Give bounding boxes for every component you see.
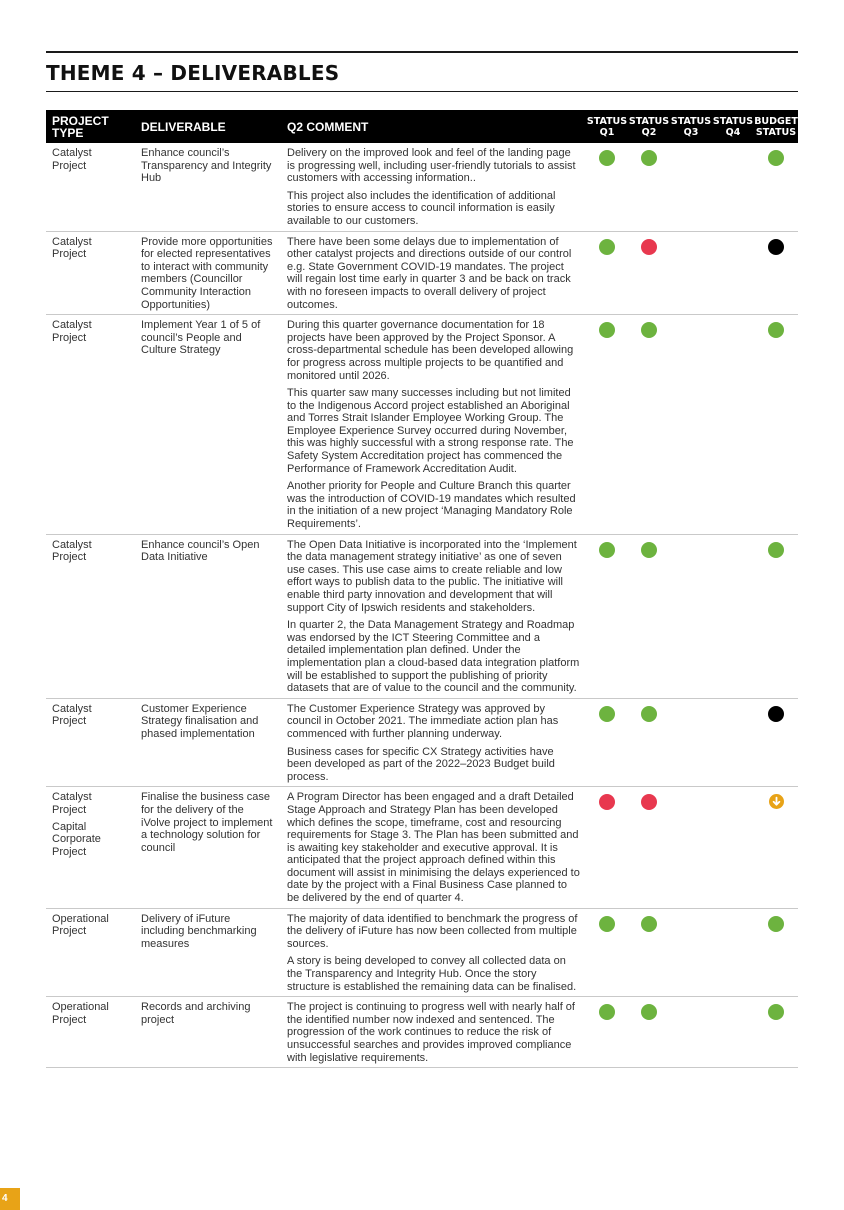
header-status-q3: STATUS Q3: [670, 110, 712, 143]
page-number: 4: [0, 1188, 20, 1210]
status-q2-green-indicator: [641, 150, 657, 166]
header-deliverable: DELIVERABLE: [135, 110, 281, 143]
status-q4-cell: [712, 534, 754, 698]
status-q2-cell: [628, 534, 670, 698]
deliverable-cell: Enhance council’s Transparency and Integrity Hub: [135, 143, 281, 231]
header-q2-comment: Q2 COMMENT: [281, 110, 586, 143]
arrow-down-circle-icon: [769, 794, 784, 809]
status-q1-cell: [586, 787, 628, 908]
project-type: Catalyst Project: [52, 702, 92, 728]
comment-paragraph: This quarter saw many successes including but not limited to the Indigenous Accord project established an Aboriginal and Torres Strait Islander Employee Working Group. The Employee Experience Survey occurred during November, this was highly successful with a strong response rate. The Safety System Accreditation project has commenced the Performance of Framework Accreditation Audit.: [287, 387, 574, 475]
q2-comment-cell: [281, 787, 586, 908]
project-type-cell: [46, 143, 135, 231]
status-q1-cell: [586, 997, 628, 1068]
status-budget-cell: [754, 997, 798, 1068]
project-type-cell: [46, 908, 135, 997]
table-row: [46, 534, 798, 698]
status-q2-cell: [628, 997, 670, 1068]
project-type-cell: [46, 231, 135, 315]
status-q3-cell: [670, 231, 712, 315]
status-budget-cell: [754, 534, 798, 698]
project-type: Catalyst Project: [52, 791, 92, 816]
header-status-q1: STATUS Q1: [586, 110, 628, 143]
status-q1-cell: [586, 698, 628, 787]
status-q4-cell: [712, 231, 754, 315]
header-project-type: PROJECT TYPE: [46, 110, 135, 143]
status-q1-green-indicator: [599, 1004, 615, 1020]
project-type: Operational Project: [52, 1001, 109, 1026]
status-q1-red-indicator: [599, 794, 615, 810]
deliverable-cell: Enhance council’s Open Data Initiative: [135, 534, 281, 698]
project-type-cell: [46, 698, 135, 787]
status-q1-green-indicator: [599, 542, 615, 558]
q2-comment-cell: [281, 698, 586, 787]
top-rule: [46, 51, 798, 53]
status-budget-cell: [754, 231, 798, 315]
table-header-row: [46, 110, 798, 143]
status-budget-cell: [754, 315, 798, 535]
status-q1-cell: [586, 908, 628, 997]
table-row: [46, 315, 798, 535]
status-q2-green-indicator: [641, 706, 657, 722]
status-q3-cell: [670, 143, 712, 231]
deliverable-cell: Implement Year 1 of 5 of council’s People and Culture Strategy: [135, 315, 281, 535]
deliverable-cell: Customer Experience Strategy finalisation and phased implementation: [135, 698, 281, 787]
status-q2-cell: [628, 315, 670, 535]
deliverables-table: [46, 110, 798, 1068]
header-budget-status: BUDGET STATUS: [754, 110, 798, 143]
comment-paragraph: The Customer Experience Strategy was approved by council in October 2021. The immediate action plan has commenced with further planning underway.: [287, 702, 559, 740]
status-q4-cell: [712, 315, 754, 535]
status-q2-green-indicator: [641, 916, 657, 932]
status-q1-cell: [586, 315, 628, 535]
table-row: [46, 787, 798, 908]
header-status-q4: STATUS Q4: [712, 110, 754, 143]
title-rule: [46, 91, 798, 92]
table-row: [46, 908, 798, 997]
comment-paragraph: A Program Director has been engaged and a draft Detailed Stage Approach and Strategy Plan has been developed which defines the scope, timeframe, cost and resourcing requirements for Stage 3. The Plan has been submitted and is awaiting key stakeholder and executive approval. It is anticipated that the project approach defined within this document will assist in minimising the delays experienced to date by the project with a Final Business Case planned to be delivered by the end of quarter 4.: [287, 791, 580, 905]
comment-paragraph: Delivery on the improved look and feel of the landing page is progressing well, including user-friendly tutorials to assist customers with accessing information..: [287, 147, 576, 185]
q2-comment-cell: [281, 143, 586, 231]
status-budget-cell: [754, 908, 798, 997]
status-q3-cell: [670, 315, 712, 535]
status-budget-green-indicator: [768, 542, 784, 558]
status-q1-green-indicator: [599, 706, 615, 722]
status-q2-red-indicator: [641, 239, 657, 255]
table-row: [46, 698, 798, 787]
status-q4-cell: [712, 997, 754, 1068]
comment-paragraph: The project is continuing to progress well with nearly half of the identified number now indexed and sentenced. The progression of the work continues to reduce the risk of unsuccessful searches and provides improved compliance with legislative requirements.: [287, 1001, 575, 1064]
comment-paragraph: The Open Data Initiative is incorporated into the ‘Implement the data management strategy initiative’ as one of seven use cases. This use case aims to create reliable and low effort ways to publish data to the public. The initiative will enable third party innovation and development that will support City of Ipswich residents and stakeholders.: [287, 538, 577, 614]
q2-comment-cell: [281, 908, 586, 997]
status-q4-cell: [712, 143, 754, 231]
q2-comment-cell: [281, 315, 586, 535]
comment-paragraph: This project also includes the identification of additional stories to ensure access to council information is easily available to our customers.: [287, 189, 556, 227]
status-q1-green-indicator: [599, 916, 615, 932]
status-budget-cell: [754, 787, 798, 908]
status-q1-cell: [586, 143, 628, 231]
comment-paragraph: In quarter 2, the Data Management Strategy and Roadmap was endorsed by the ICT Steering Committee and a detailed implementation plan defined. Under the implementation plan a cloud-based data integration platform will be established to support the publishing of priority datasets that are of value to the council and the community.: [287, 619, 580, 695]
table-row: [46, 143, 798, 231]
page-title: THEME 4 – DELIVERABLES: [46, 61, 340, 85]
project-type: Catalyst Project: [52, 147, 92, 172]
project-type: Catalyst Project: [52, 235, 92, 261]
deliverable-cell: Records and archiving project: [135, 997, 281, 1068]
status-q2-cell: [628, 908, 670, 997]
status-q2-green-indicator: [641, 322, 657, 338]
status-q4-cell: [712, 787, 754, 908]
status-q1-green-indicator: [599, 239, 615, 255]
table-row: [46, 231, 798, 315]
status-budget-black-indicator: [768, 239, 784, 255]
project-type-cell: [46, 787, 135, 908]
deliverable-cell: Provide more opportunities for elected representatives to interact with community members (Councillor Community Interaction Opportunities): [135, 231, 281, 315]
deliverable-cell: Finalise the business case for the delivery of the iVolve project to implement a technology solution for council: [135, 787, 281, 908]
project-type-cell: [46, 315, 135, 535]
deliverable-cell: Delivery of iFuture including benchmarking measures: [135, 908, 281, 997]
status-q1-green-indicator: [599, 150, 615, 166]
status-budget-cell: [754, 143, 798, 231]
comment-paragraph: During this quarter governance documentation for 18 projects have been approved by the Project Sponsor. A cross-departmental schedule has been developed allowing for progress across multiple projects to be quantified and monitored until 2026.: [287, 319, 574, 382]
status-q1-cell: [586, 534, 628, 698]
q2-comment-cell: [281, 534, 586, 698]
comment-paragraph: There have been some delays due to implementation of other catalyst projects and directions outside of our control e.g. State Government COVID-19 mandates. The project will regain lost time early in quarter 3 and be back on track with no foreseen impacts to overall delivery of project outcomes.: [287, 235, 572, 311]
status-q3-cell: [670, 534, 712, 698]
status-q2-green-indicator: [641, 1004, 657, 1020]
status-budget-black-indicator: [768, 706, 784, 722]
status-q1-cell: [586, 231, 628, 315]
status-budget-green-indicator: [768, 322, 784, 338]
project-type: Catalyst Project: [52, 538, 92, 564]
status-q2-red-indicator: [641, 794, 657, 810]
project-type-cell: [46, 997, 135, 1068]
comment-paragraph: The majority of data identified to benchmark the progress of the delivery of iFuture has now been collected from multiple sources.: [287, 912, 578, 950]
status-q3-cell: [670, 997, 712, 1068]
status-q2-cell: [628, 231, 670, 315]
status-q4-cell: [712, 698, 754, 787]
status-q3-cell: [670, 787, 712, 908]
status-q2-green-indicator: [641, 542, 657, 558]
comment-paragraph: Business cases for specific CX Strategy activities have been developed as part of the 2022–2023 Budget build process.: [287, 745, 555, 783]
project-type: Capital Corporate Project: [52, 820, 101, 858]
q2-comment-cell: [281, 231, 586, 315]
status-budget-green-indicator: [768, 1004, 784, 1020]
status-budget-green-indicator: [768, 916, 784, 932]
project-type: Catalyst Project: [52, 319, 92, 344]
project-type: Operational Project: [52, 912, 109, 938]
status-q4-cell: [712, 908, 754, 997]
comment-paragraph: Another priority for People and Culture Branch this quarter was the introduction of COVID-19 mandates which resulted in the initiation of a new project ‘Managing Mandatory Role Requirements’.: [287, 480, 576, 531]
status-q2-cell: [628, 143, 670, 231]
status-q2-cell: [628, 787, 670, 908]
status-q3-cell: [670, 908, 712, 997]
table-body: [46, 143, 798, 1068]
status-budget-cell: [754, 698, 798, 787]
status-q1-green-indicator: [599, 322, 615, 338]
comment-paragraph: A story is being developed to convey all collected data on the Transparency and Integrity Hub. Once the story structure is established the remaining data can be finalised.: [287, 955, 577, 993]
q2-comment-cell: [281, 997, 586, 1068]
status-q2-cell: [628, 698, 670, 787]
status-budget-green-indicator: [768, 150, 784, 166]
project-type-cell: [46, 534, 135, 698]
status-q3-cell: [670, 698, 712, 787]
table-row: [46, 997, 798, 1068]
header-status-q2: STATUS Q2: [628, 110, 670, 143]
